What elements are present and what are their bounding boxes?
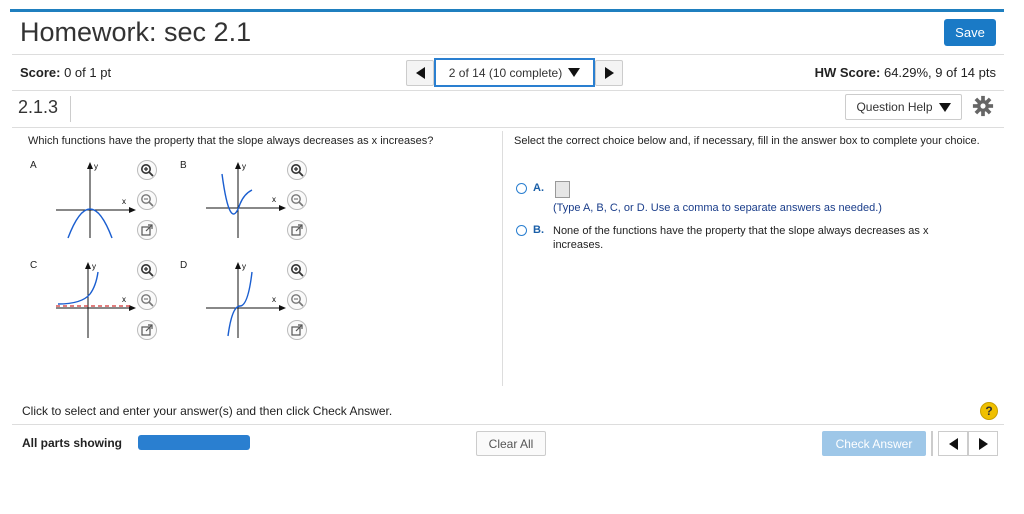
option-b-text: None of the functions have the property that the slope always decreases as x increases. [553, 225, 929, 251]
graph-d-label: D [180, 260, 188, 271]
graph-a-zoom-out-icon[interactable] [137, 190, 157, 210]
gear-icon[interactable] [972, 95, 994, 117]
graph-b-popout-icon[interactable] [287, 220, 307, 240]
graph-d-popout-icon[interactable] [287, 320, 307, 340]
graph-c[interactable] [52, 260, 138, 340]
graph-a[interactable] [52, 160, 138, 240]
parts-progress-bar [138, 435, 250, 450]
score [20, 65, 111, 80]
score-label: Score: [20, 65, 61, 80]
next-question-button[interactable] [595, 60, 623, 86]
graph-d-zoom-in-icon[interactable] [287, 260, 307, 280]
graph-b[interactable] [202, 160, 288, 240]
score-value: 0 of 1 pt [64, 65, 112, 80]
answer-input[interactable] [555, 181, 570, 198]
column-divider [502, 131, 503, 386]
hw-score-value: 64.29%, 9 of 14 pts [883, 65, 996, 80]
divider [12, 127, 1004, 128]
answer-instruction: Select the correct choice below and, if necessary, fill in the answer box to complete your choice. [514, 135, 980, 147]
graph-b-y-label: y [242, 162, 246, 171]
divider [931, 431, 933, 456]
graph-b-zoom-in-icon[interactable] [287, 160, 307, 180]
save-button[interactable]: Save [944, 19, 996, 46]
option-b-letter: B. [533, 224, 544, 236]
graph-b-x-label: x [272, 195, 276, 204]
prev-question-button[interactable] [406, 60, 434, 86]
option-a-radio[interactable] [516, 183, 527, 194]
graph-b-zoom-out-icon[interactable] [287, 190, 307, 210]
graph-a-popout-icon[interactable] [137, 220, 157, 240]
graph-c-x-label: x [122, 295, 126, 304]
graph-c-label: C [30, 260, 38, 271]
triangle-right-icon [979, 438, 988, 450]
divider [12, 54, 1004, 55]
clear-all-button[interactable]: Clear All [476, 431, 546, 456]
hw-score [815, 65, 996, 80]
triangle-left-icon [416, 67, 425, 79]
option-b-radio[interactable] [516, 225, 527, 236]
graph-a-zoom-in-icon[interactable] [137, 160, 157, 180]
graph-d-y-label: y [242, 262, 246, 271]
graph-b-label: B [180, 160, 187, 171]
graph-c-popout-icon[interactable] [137, 320, 157, 340]
check-answer-button[interactable]: Check Answer [822, 431, 926, 456]
top-rule [10, 9, 1004, 12]
question-text: Which functions have the property that the slope always decreases as x increases? [28, 135, 434, 147]
option-a-hint: (Type A, B, C, or D. Use a comma to separate answers as needed.) [553, 202, 882, 214]
page-title: Homework: sec 2.1 [20, 17, 252, 47]
divider [12, 424, 1004, 425]
triangle-down-icon [568, 68, 580, 77]
question-selector-label: 2 of 14 (10 complete) [448, 65, 563, 80]
graph-a-x-label: x [122, 197, 126, 206]
graph-a-label: A [30, 160, 37, 171]
question-help-label: Question Help [856, 100, 933, 114]
question-number: 2.1.3 [18, 96, 71, 122]
triangle-down-icon [939, 103, 951, 112]
graph-c-y-label: y [92, 262, 96, 271]
parts-label: All parts showing [22, 436, 123, 450]
help-icon[interactable]: ? [980, 402, 998, 420]
graph-d-curve [228, 272, 252, 336]
graph-d[interactable] [202, 260, 288, 340]
triangle-right-icon [605, 67, 614, 79]
question-selector[interactable] [434, 58, 595, 87]
option-a-letter: A. [533, 182, 544, 194]
hw-score-label: HW Score: [814, 65, 881, 80]
graph-c-zoom-in-icon[interactable] [137, 260, 157, 280]
graph-d-zoom-out-icon[interactable] [287, 290, 307, 310]
prev-question-button[interactable] [938, 431, 968, 456]
triangle-left-icon [949, 438, 958, 450]
question-help-button[interactable] [845, 94, 962, 120]
footer-instruction: Click to select and enter your answer(s) and then click Check Answer. [22, 404, 393, 418]
next-question-button[interactable] [968, 431, 998, 456]
graph-c-curve [58, 272, 98, 304]
graph-a-y-label: y [94, 162, 98, 171]
graph-d-x-label: x [272, 295, 276, 304]
graph-c-zoom-out-icon[interactable] [137, 290, 157, 310]
divider [12, 90, 1004, 91]
